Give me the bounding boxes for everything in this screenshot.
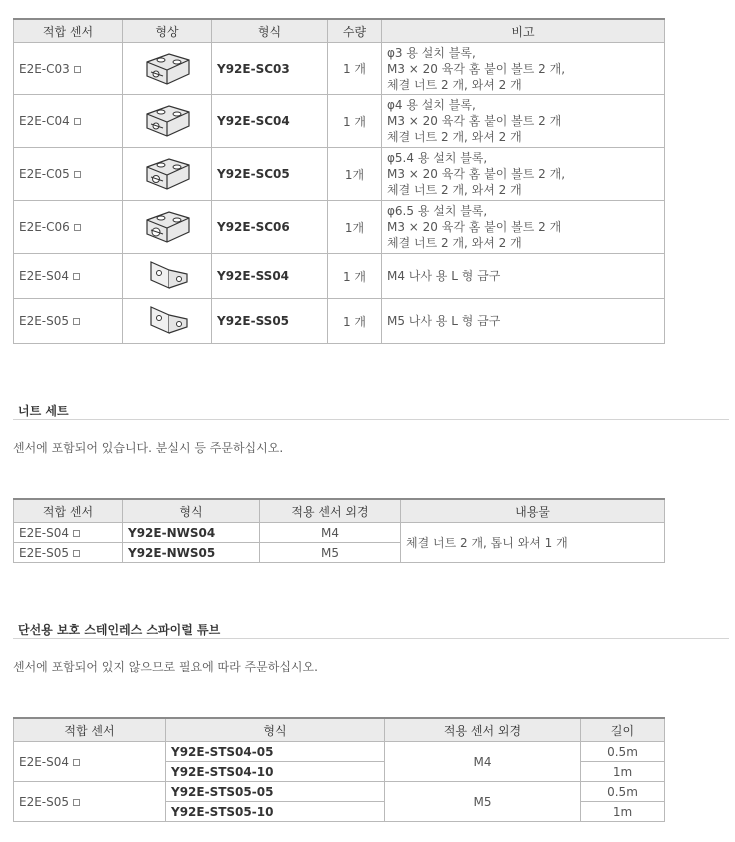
sensor-cell <box>14 254 123 299</box>
note-line: M3 × 20 육각 홈 붙이 볼트 2 개 <box>387 114 562 128</box>
col-header-sensor: 적합 센서 <box>14 499 123 523</box>
length-cell: 1m <box>581 802 665 822</box>
block-bracket-icon <box>139 100 195 142</box>
model-cell: Y92E-SS04 <box>212 254 328 299</box>
sensor-cell <box>14 201 123 254</box>
block-bracket-icon <box>139 206 195 248</box>
shape-cell <box>123 201 212 254</box>
section-description: 센서에 포함되어 있습니다. 분실시 등 주문하십시오. <box>13 441 284 455</box>
col-header-shape: 형상 <box>123 19 212 43</box>
col-header-diameter: 적용 센서 외경 <box>385 718 581 742</box>
square-icon <box>73 550 80 557</box>
col-header-qty: 수량 <box>328 19 382 43</box>
sensor-name: E2E-S04 <box>19 525 70 540</box>
note-line: φ4 용 설치 블록, <box>387 98 476 112</box>
table-row <box>14 299 665 344</box>
note-line: M3 × 20 육각 홈 붙이 볼트 2 개, <box>387 167 566 181</box>
col-header-model: 형식 <box>166 718 385 742</box>
shape-cell <box>123 299 212 344</box>
note-line: φ6.5 용 설치 블록, <box>387 204 488 218</box>
sensor-name: E2E-C03 <box>19 61 70 76</box>
col-header-diameter: 적용 센서 외경 <box>260 499 401 523</box>
length-cell: 0.5m <box>581 782 665 802</box>
sensor-cell <box>14 95 123 148</box>
sensor-cell <box>14 543 123 563</box>
model-cell: Y92E-SS05 <box>212 299 328 344</box>
table-row <box>14 742 665 762</box>
sensor-cell <box>14 148 123 201</box>
square-icon <box>73 530 80 537</box>
l-bracket-icon <box>139 301 195 341</box>
block-bracket-icon <box>139 153 195 195</box>
contents-cell: 체결 너트 2 개, 톱니 와셔 1 개 <box>401 523 665 563</box>
sensor-name: E2E-S05 <box>19 314 70 328</box>
note-line: 체결 너트 2 개, 와셔 2 개 <box>387 183 522 197</box>
section-divider <box>13 638 729 639</box>
model-cell: Y92E-NWS05 <box>123 543 260 563</box>
qty-cell: 1 개 <box>328 43 382 95</box>
col-header-length: 길이 <box>581 718 665 742</box>
sensor-name: E2E-S04 <box>19 754 70 769</box>
square-icon <box>74 66 81 73</box>
note-line: M3 × 20 육각 홈 붙이 볼트 2 개 <box>387 220 562 234</box>
section-title-spiral-tube: 단선용 보호 스테인레스 스파이럴 튜브 <box>18 623 221 637</box>
spiral-tube-table <box>13 717 665 822</box>
sensor-name: E2E-S05 <box>19 545 70 560</box>
sensor-name: E2E-C05 <box>19 167 70 181</box>
table-header-row <box>14 19 665 43</box>
col-header-note: 비고 <box>382 19 665 43</box>
note-cell <box>382 201 665 254</box>
model-cell: Y92E-SC05 <box>212 148 328 201</box>
shape-cell <box>123 254 212 299</box>
col-header-sensor: 적합 센서 <box>14 19 123 43</box>
qty-cell: 1 개 <box>328 254 382 299</box>
section-description: 센서에 포함되어 있지 않으므로 필요에 따라 주문하십시오. <box>13 660 318 674</box>
qty-cell: 1개 <box>328 201 382 254</box>
shape-cell <box>123 148 212 201</box>
model-cell: Y92E-STS05-10 <box>166 802 385 822</box>
sensor-cell <box>14 782 166 822</box>
square-icon <box>73 799 80 806</box>
sensor-name: E2E-S04 <box>19 269 70 283</box>
table-row <box>14 148 665 201</box>
square-icon <box>73 273 80 280</box>
diameter-cell: M5 <box>385 782 581 822</box>
length-cell: 0.5m <box>581 742 665 762</box>
note-cell <box>382 43 665 95</box>
table-row <box>14 782 665 802</box>
table-row <box>14 523 665 543</box>
note-cell: M5 나사 용 L 형 금구 <box>382 299 665 344</box>
block-bracket-icon <box>139 48 195 90</box>
table-row <box>14 201 665 254</box>
note-cell <box>382 148 665 201</box>
model-cell: Y92E-SC06 <box>212 201 328 254</box>
section-divider <box>13 419 729 420</box>
sensor-name: E2E-S05 <box>19 794 70 809</box>
sensor-name: E2E-C06 <box>19 220 70 234</box>
col-header-model: 형식 <box>212 19 328 43</box>
shape-cell <box>123 43 212 95</box>
col-header-contents: 내용물 <box>401 499 665 523</box>
square-icon <box>73 759 80 766</box>
note-line: M3 × 20 육각 홈 붙이 볼트 2 개, <box>387 61 566 76</box>
sensor-name: E2E-C04 <box>19 114 70 128</box>
sensor-cell <box>14 523 123 543</box>
square-icon <box>74 224 81 231</box>
note-line: 체결 너트 2 개, 와셔 2 개 <box>387 236 522 250</box>
model-cell: Y92E-SC04 <box>212 95 328 148</box>
table-row <box>14 43 665 95</box>
model-cell: Y92E-STS05-05 <box>166 782 385 802</box>
col-header-sensor: 적합 센서 <box>14 718 166 742</box>
section-title-nut-set: 너트 세트 <box>18 404 69 418</box>
diameter-cell: M4 <box>260 523 401 543</box>
diameter-cell: M4 <box>385 742 581 782</box>
note-line: 체결 너트 2 개, 와셔 2 개 <box>387 77 522 92</box>
table-header-row <box>14 718 665 742</box>
sensor-cell <box>14 299 123 344</box>
sensor-cell <box>14 43 123 95</box>
shape-cell <box>123 95 212 148</box>
diameter-cell: M5 <box>260 543 401 563</box>
table-header-row <box>14 499 665 523</box>
square-icon <box>73 318 80 325</box>
table-row <box>14 254 665 299</box>
note-line: φ3 용 설치 블록, <box>387 45 476 60</box>
sensor-cell <box>14 742 166 782</box>
qty-cell: 1개 <box>328 148 382 201</box>
nut-set-table <box>13 498 665 563</box>
model-cell: Y92E-STS04-10 <box>166 762 385 782</box>
qty-cell: 1 개 <box>328 299 382 344</box>
model-cell: Y92E-SC03 <box>212 43 328 95</box>
square-icon <box>74 118 81 125</box>
model-cell: Y92E-STS04-05 <box>166 742 385 762</box>
note-line: φ5.4 용 설치 블록, <box>387 151 488 165</box>
note-cell <box>382 95 665 148</box>
col-header-model: 형식 <box>123 499 260 523</box>
length-cell: 1m <box>581 762 665 782</box>
table-row <box>14 95 665 148</box>
qty-cell: 1 개 <box>328 95 382 148</box>
model-cell: Y92E-NWS04 <box>123 523 260 543</box>
l-bracket-icon <box>139 256 195 296</box>
square-icon <box>74 171 81 178</box>
note-line: 체결 너트 2 개, 와셔 2 개 <box>387 130 522 144</box>
mounting-bracket-table <box>13 18 665 344</box>
note-cell: M4 나사 용 L 형 금구 <box>382 254 665 299</box>
